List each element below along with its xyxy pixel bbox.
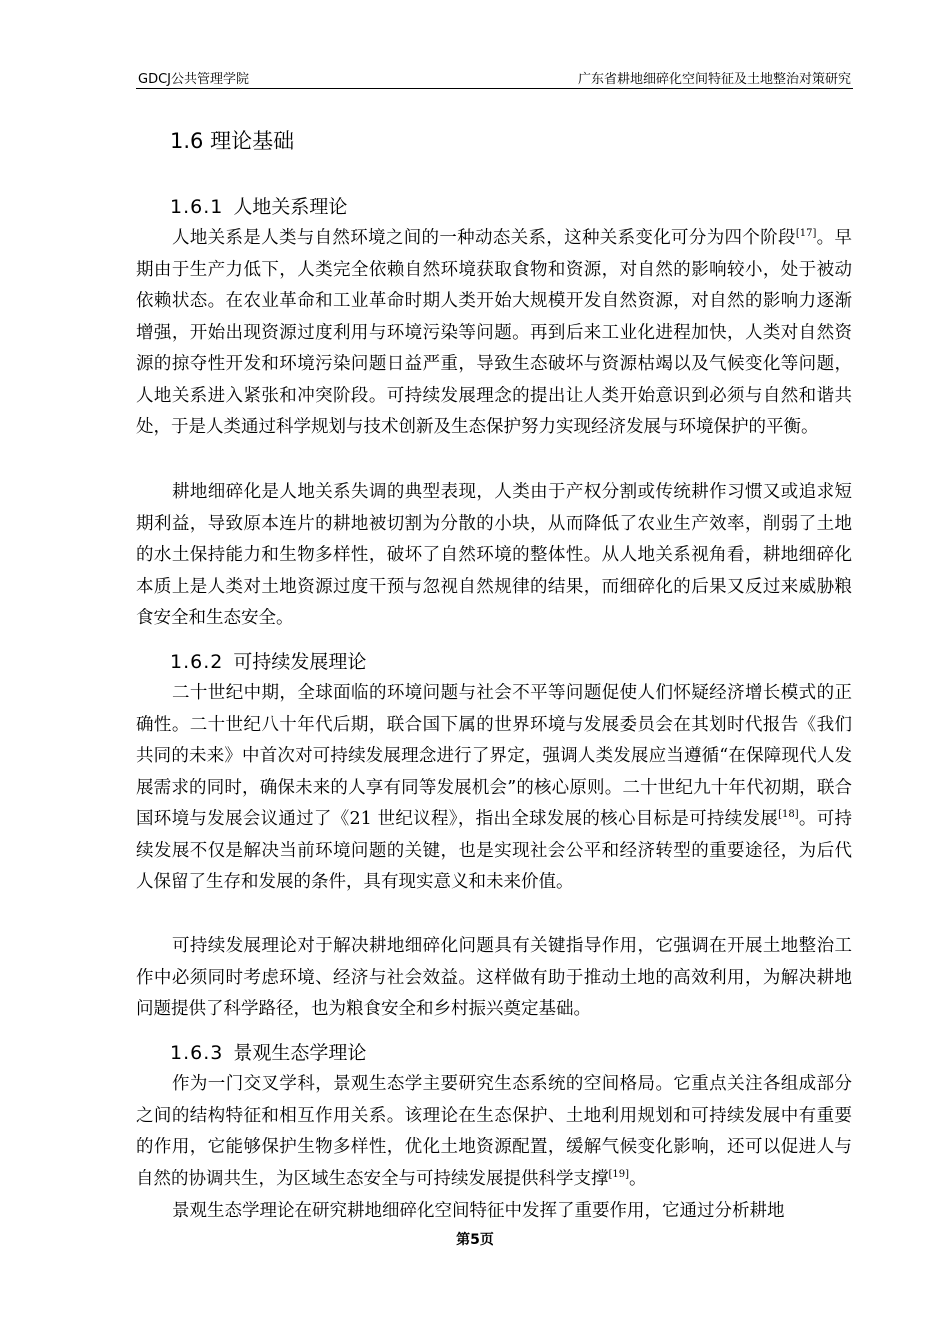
- subsection-heading-1: [170, 192, 347, 219]
- subsection-number: 1.6.2: [170, 651, 224, 673]
- citation-18: [18]: [778, 809, 799, 820]
- subsection-number: 1.6.1: [170, 196, 224, 218]
- header-thesis-title: 广东省耕地细碎化空间特征及土地整治对策研究: [577, 72, 851, 87]
- header-institution: GDCJ公共管理学院: [138, 72, 249, 87]
- running-header: [136, 66, 853, 89]
- subsection-title: 可持续发展理论: [233, 651, 367, 673]
- subsection-number: 1.6.3: [170, 1042, 224, 1064]
- citation-19: [19]: [608, 1168, 630, 1180]
- paragraph-4: 可持续发展理论对于解决耕地细碎化问题具有关键指导作用，它强调在开展土地整治工作中必须同时考虑环境、经济与社会效益。这样做有助于推动土地的高效利用，为解决耕地问题提供了科学路径，也为粮食安全和乡村振兴奠定基础。: [136, 936, 852, 1019]
- subsection-heading-3: [170, 1038, 366, 1065]
- subsection-title: 景观生态学理论: [233, 1042, 367, 1064]
- paragraph-5: 作为一门交叉学科，景观生态学主要研究生态系统的空间格局。它重点关注各组成部分之间的结构特征和相互作用关系。该理论在生态保护、土地利用规划和可持续发展中有重要的作用，它能够保护生物多样性，优化土地资源配置，缓解气候变化影响，还可以促进人与自然的协调共生，为区域生态安全与可持续发展提供科学支撑[19]。: [136, 1074, 852, 1189]
- citation-17: [17]: [795, 228, 817, 239]
- section-heading: [170, 125, 294, 155]
- paragraph-6: 景观生态学理论在研究耕地细碎化空间特征中发挥了重要作用，它通过分析耕地: [172, 1201, 785, 1221]
- paragraph-3: 二十世纪中期，全球面临的环境问题与社会不平等问题促使人们怀疑经济增长模式的正确性。二十世纪八十年代后期，联合国下属的世界环境与发展委员会在其划时代报告《我们共同的未来》中首次对可持续发展理念进行了界定，强调人类发展应当遵循“在保障现代人发展需求的同时，确保未来的人享有同等发展机会”的核心原则。二十世纪九十年代初期，联合国环境与发展会议通过了《21 世纪议程》，指出全球发展的核心目标是可持续发展[18]。可持续发展不仅是解决当前环境问题的关键，也是实现社会公平和经济转型的重要途径，为后代人保留了生存和发展的条件，具有现实意义和未来价值。: [136, 683, 853, 892]
- page-number: 第5页: [456, 1232, 494, 1248]
- section-number: 1.6: [170, 129, 204, 153]
- subsection-heading-2: [170, 647, 366, 674]
- subsection-title: 人地关系理论: [233, 196, 348, 218]
- paragraph-2: 耕地细碎化是人地关系失调的典型表现，人类由于产权分割或传统耕作习惯又或追求短期利益，导致原本连片的耕地被切割为分散的小块，从而降低了农业生产效率，削弱了土地的水土保持能力和生物多样性，破坏了自然环境的整体性。从人地关系视角看，耕地细碎化本质上是人类对土地资源过度干预与忽视自然规律的结果，而细碎化的后果又反过来威胁粮食安全和生态安全。: [136, 482, 852, 628]
- paragraph-1: 人地关系是人类与自然环境之间的一种动态关系，这种关系变化可分为四个阶段[17]。早期由于生产力低下，人类完全依赖自然环境获取食物和资源，对自然的影响较小，处于被动依赖状态。在农业革命和工业革命时期人类开始大规模开发自然资源，对自然的影响力逐渐增强，开始出现资源过度利用与环境污染等问题。再到后来工业化进程加快，人类对自然资源的掠夺性开发和环境污染问题日益严重，导致生态破坏与资源枯竭以及气候变化等问题，人地关系进入紧张和冲突阶段。可持续发展理念的提出让人类开始意识到必须与自然和谐共处，于是人类通过科学规划与技术创新及生态保护努力实现经济发展与环境保护的平衡。: [136, 228, 853, 437]
- section-title: 理论基础: [210, 129, 295, 153]
